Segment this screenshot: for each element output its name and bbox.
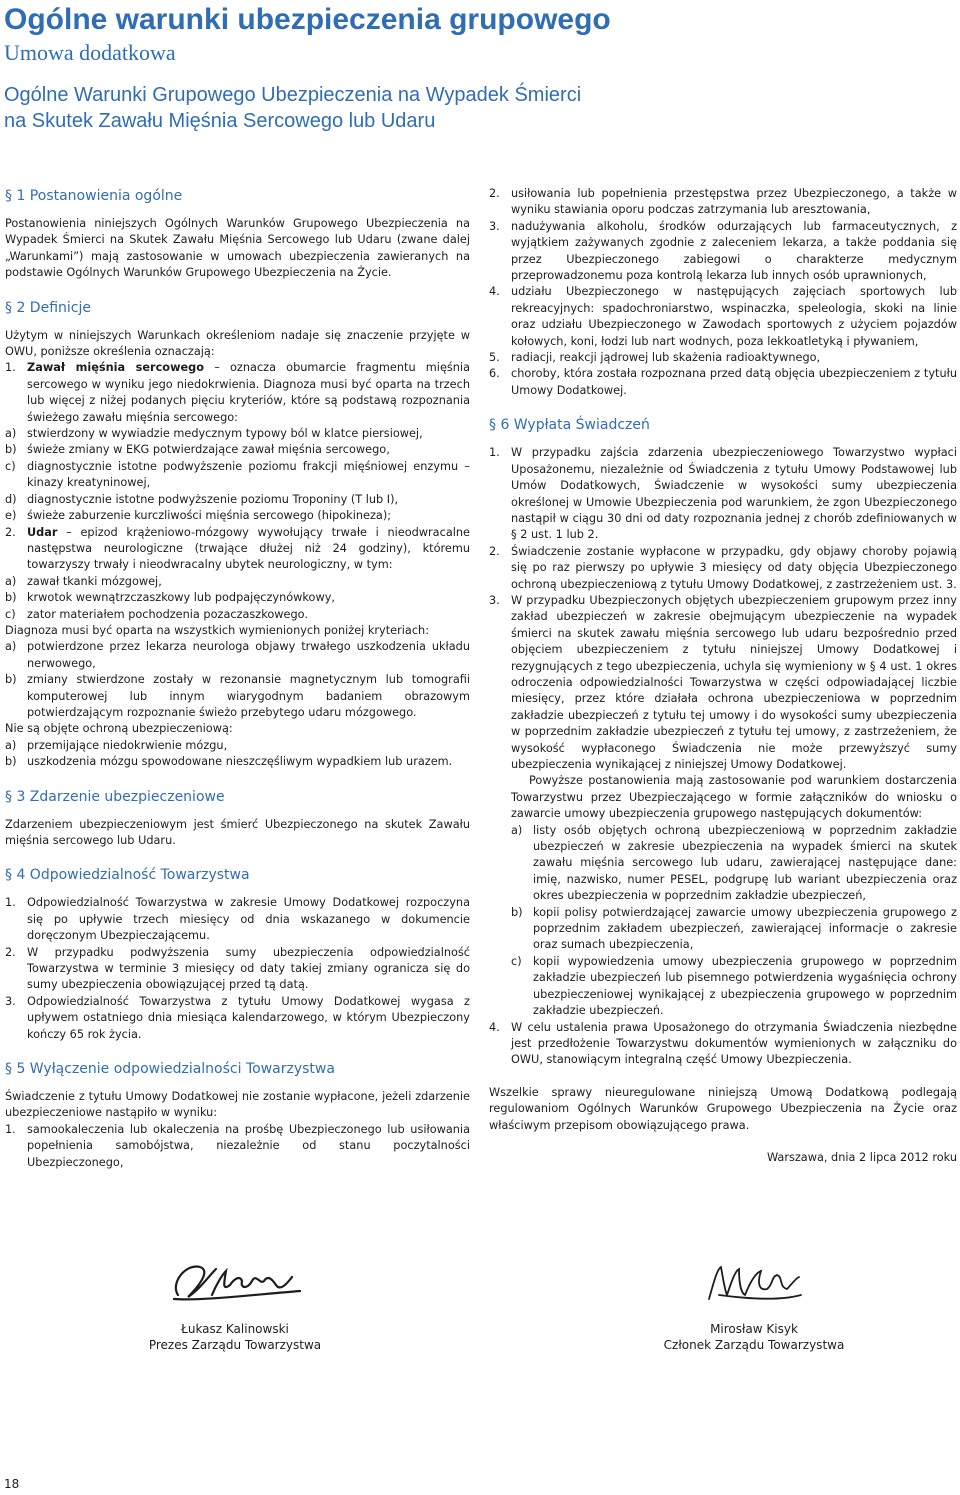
list-item-continuation: Powyższe postanowienia mają zastosowanie pod warunkiem dostarczenia Towarzystwu przez Ubezpieczającego w formie załączników do wniosku o zawarcie umowy ubezpieczenia grupowego następujących dokumentów: (511, 774, 957, 821)
list-item: 3. nadużywania alkoholu, środków odurzających lub farmaceutycznych, z wyjątkiem zażywanych zgodnie z zaleceniem lekarza, a także poddania się przez Ubezpieczonego zabiegowi o charakterze medycznym przeprowadzonemu poza kontrolą lekarza lub innych osób uprawnionych, (489, 219, 957, 283)
list-item: a) stwierdzony w wywiadzie medycznym typowy ból w klatce piersiowej, (5, 427, 423, 441)
list-item: 4. udziału Ubezpieczonego w następujących zajęciach sportowych lub rekreacyjnych: spadochroniarstwo, wspinaczka, speleologia, skoki na linie oraz udziału Ubezpieczonego w Zawodach sportowych z użyciem pojazdów kołowych, koni, łodzi lub nart wodnych, poza lekkoatletyką i pływaniem, (489, 285, 957, 348)
list-item: b) kopii polisy potwierdzającej zawarcie umowy ubezpieczenia grupowego z poprzednim zakładem ubezpieczeń, zawierającej informacje o zakresie oraz sumach ubezpieczenia, (511, 905, 957, 952)
definition-term: Udar (27, 525, 58, 539)
right-column (489, 186, 957, 1166)
list-item: b) świeże zmiany w EKG potwierdzające zawał mięśnia sercowego, (5, 443, 390, 457)
item-number: 2. (5, 525, 16, 539)
section-2-heading: § 2 Definicje (5, 299, 91, 316)
section-3-heading: § 3 Zdarzenie ubezpieczeniowe (5, 788, 225, 805)
list-item: 3. Odpowiedzialność Towarzystwa z tytułu Umowy Dodatkowej wygasa z upływem ostatniego dnia miesiąca kalendarzowego, w którym Ubezpieczony kończy 65 rok życia. (5, 994, 470, 1041)
definition-text: – oznacza obumarcie fragmentu mięśnia sercowego w wyniku jego niedokrwienia. Diagnoza musi być oparta na trzech lub więcej z niżej podanych pięciu kryteriów, które są podstawą rozpoznania świeżego zawału mięśnia sercowego: (27, 361, 470, 424)
definition-item (5, 360, 470, 426)
document-header (4, 0, 611, 134)
list-item: b) zmiany stwierdzone zostały w rezonansie magnetycznym lub tomografii komputerowej lub innym wiarygodnym badaniem obrazowym potwierdzającym rozpoznanie świeżo przebytego udaru mózgowego. (5, 673, 470, 719)
signature-left (120, 1255, 350, 1353)
signatory-role: Prezes Zarządu Towarzystwa (148, 1338, 322, 1352)
list-item: b) krwotok wewnątrzczaszkowy lub podpajęczynówkowy, (5, 591, 335, 605)
definition-item (5, 525, 470, 574)
list-item: a) listy osób objętych ochroną ubezpieczeniową w poprzednim zakładzie ubezpieczeń w zakresie ubezpieczenia na wypadek śmierci na skutek zawału mięśnia sercowego lub udaru, zawierającej następujące dane: imię, nazwisko, numer PESEL, podgrupę lub wariant ubezpieczenia oraz okres ubezpieczenia w poprzednim zakładzie ubezpieczeń, (511, 823, 957, 903)
list-item: a) zawał tkanki mózgowej, (5, 574, 162, 588)
list-item: a) potwierdzone przez lekarza neurologa objawy trwałego uszkodzenia układu nerwowego, (5, 640, 470, 670)
section-1-text: Postanowienia niniejszych Ogólnych Warunków Grupowego Ubezpieczenia na Wypadek Śmierci na Skutek Zawału Mięśnia Sercowego lub Udaru (zwane dalej „Warunkami”) mają zastosowanie w umowach ubezpieczenia zawieranych na podstawie Ogólnych Warunków Grupowego Ubezpieczenia na Życie. (5, 217, 470, 280)
place-date: Warszawa, dnia 2 lipca 2012 roku (766, 1150, 957, 1164)
closing-text: Wszelkie sprawy nieuregulowane niniejszą Umową Dodatkową podlegają regulowaniom Ogólnych Warunków Grupowego Ubezpieczenia na Życie oraz właściwym przepisom obowiązującego prawa. (489, 1085, 957, 1132)
definition-text: – epizod krążeniowo-mózgowy wywołujący trwałe i nieodwracalne następstwa neurologiczne (trwające dłużej niż 24 godziny), któremu towarzyszy trwały i nieodwracalny ubytek neurologiczny, w tym: (27, 525, 470, 572)
list-item: c) zator materiałem pochodzenia pozaczaszkowego. (5, 607, 308, 621)
list-item: 3. W przypadku Ubezpieczonych objętych ubezpieczeniem grupowym przez inny zakład ubezpieczeń w zakresie obejmującym ubezpieczenie na wypadek śmierci na skutek zawału mięśnia sercowego lub udaru bezpośrednio przed objęciem ubezpieczeniem z tytułu niniejszej Umowy Dodatkowej i rezygnujących z tego ubezpieczenia, uchyla się wymieniony w § 4 ust. 1 okres odroczenia odpowiedzialności Towarzystwa w części odpowiadającej liczbie miesięcy, przez które działała ochrona ubezpieczeniowa w poprzednim zakładzie ubezpieczeń z tytułu tej umowy i do wysokości sumy ubezpieczenia w poprzednim zakładzie ubezpieczeń z tytułu tej umowy, z zastrzeżeniem, że wysokość wypłaconego Świadczenia nie może przewyższyć sumy ubezpieczenia wynikającej z niniejszej Umowy Dodatkowej. (489, 593, 957, 771)
item-number: 1. (5, 361, 16, 375)
list-item: e) świeże zaburzenie kurczliwości mięśnia sercowego (hipokineza); (5, 509, 392, 523)
document-title-line-1: Ogólne Warunki Grupowego Ubezpieczenia na Wypadek Śmierci (4, 84, 582, 106)
list-item: d) diagnostycznie istotne podwyższenie poziomu Troponiny (T lub I), (5, 492, 399, 506)
section-6-heading: § 6 Wypłata Świadczeń (489, 417, 650, 434)
definition-term: Zawał mięśnia sercowego (27, 361, 205, 375)
list-item: 5. radiacji, reakcji jądrowej lub skażenia radioaktywnego, (489, 351, 821, 365)
page-number: 18 (4, 1477, 20, 1491)
page-title: Ogólne warunki ubezpieczenia grupowego (4, 3, 611, 36)
list-item: c) diagnostycznie istotne podwyższenie poziomu frakcji mięśniowej enzymu – kinazy kreatyninowej, (5, 459, 470, 490)
section-1-heading: § 1 Postanowienia ogólne (5, 188, 183, 204)
list-item: a) przemijające niedokrwienie mózgu, (5, 738, 228, 752)
list-item: b) uszkodzenia mózgu spowodowane nieszczęśliwym wypadkiem lub urazem. (5, 755, 453, 769)
page-subtitle: Umowa dodatkowa (4, 40, 176, 65)
exclusion-intro: Nie są objęte ochroną ubezpieczeniową: (5, 722, 233, 736)
list-item: 6. choroby, która została rozpoznana przed datą objęcia ubezpieczeniem z tytułu Umowy Dodatkowej. (489, 367, 957, 397)
section-3-text: Zdarzeniem ubezpieczeniowym jest śmierć Ubezpieczonego na skutek Zawału mięśnia sercowego lub Udaru. (5, 817, 470, 847)
list-item: 2. W przypadku podwyższenia sumy ubezpieczenia odpowiedzialność Towarzystwa w terminie 3 miesięcy od daty takiej zmiany ogranicza się do sumy ubezpieczenia obowiązującej przed tą datą. (5, 945, 470, 992)
diagnosis-intro: Diagnoza musi być oparta na wszystkich wymienionych poniżej kryteriach: (5, 623, 430, 637)
list-item: 4. W celu ustalenia prawa Uposażonego do otrzymania Świadczenia niezbędne jest przedłożenie Towarzystwu dokumentów wymienionych w załączniku do OWU, stanowiącym integralną część Umowy Ubezpieczenia. (489, 1020, 957, 1067)
document-list (489, 823, 957, 1020)
signatory-role: Członek Zarządu Towarzystwa (663, 1338, 845, 1352)
signature-right (636, 1255, 872, 1353)
signatory-name: Łukasz Kalinowski (181, 1322, 289, 1336)
list-item: c) kopii wypowiedzenia umowy ubezpieczenia grupowego w poprzednim zakładzie ubezpieczeń lub pisemnego potwierdzenia wygaśnięcia ochrony ubezpieczeniowej wynikającej z ubezpieczenia grupowego w poprzednim zakładzie ubezpieczeń. (511, 954, 957, 1018)
signature-image (160, 1255, 310, 1313)
list-item: 2. Świadczenie zostanie wypłacone w przypadku, gdy objawy choroby pojawią się po raz pierwszy po upływie 3 miesięcy od daty objęcia Ubezpieczonego ochroną ubezpieczeniową z tytułu Umowy Dodatkowej, z zastrzeżeniem ust. 3. (489, 544, 957, 591)
left-column (5, 186, 470, 1171)
signatory-name: Mirosław Kisyk (710, 1322, 798, 1336)
section-5-intro: Świadczenie z tytułu Umowy Dodatkowej nie zostanie wypłacone, jeżeli zdarzenie ubezpieczeniowe nastąpiło w wyniku: (5, 1090, 470, 1120)
list-item: 2. usiłowania lub popełnienia przestępstwa przez Ubezpieczonego, a także w wyniku stawiania oporu podczas zatrzymania lub aresztowania, (489, 187, 957, 217)
list-item: 1. W przypadku zajścia zdarzenia ubezpieczeniowego Towarzystwo wypłaci Uposażonemu, niezależnie od Świadczenia z tytułu Umowy Podstawowej lub Umów Dodatkowych, Świadczenie w wysokości sumy ubezpieczenia określonej w Umowie Ubezpieczenia pod warunkiem, że zgon Ubezpieczonego nastąpił w ciągu 30 dni od daty rozpoznania jednej z chorób zdefiniowanych w § 2 ust. 1 lub 2. (489, 446, 957, 542)
signature-image (699, 1255, 809, 1313)
section-5-heading: § 5 Wyłączenie odpowiedzialności Towarzystwa (5, 1061, 335, 1078)
list-item: 1. Odpowiedzialność Towarzystwa w zakresie Umowy Dodatkowej rozpoczyna się po upływie trzech miesięcy od dnia wskazanego w dokumencie doręczonym Ubezpieczającemu. (5, 896, 470, 943)
list-item: 1. samookaleczenia lub okaleczenia na prośbę Ubezpieczonego lub usiłowania popełnienia samobójstwa, niezależnie od stanu poczytalności Ubezpieczonego, (5, 1122, 470, 1169)
section-2-intro: Użytym w niniejszych Warunkach określeniom nadaje się znaczenie przyjęte w OWU, poniższe określenia oznaczają: (5, 328, 470, 359)
document-title (4, 82, 611, 134)
section-4-heading: § 4 Odpowiedzialność Towarzystwa (5, 867, 250, 884)
document-title-line-2: na Skutek Zawału Mięśnia Sercowego lub Udaru (4, 110, 436, 132)
